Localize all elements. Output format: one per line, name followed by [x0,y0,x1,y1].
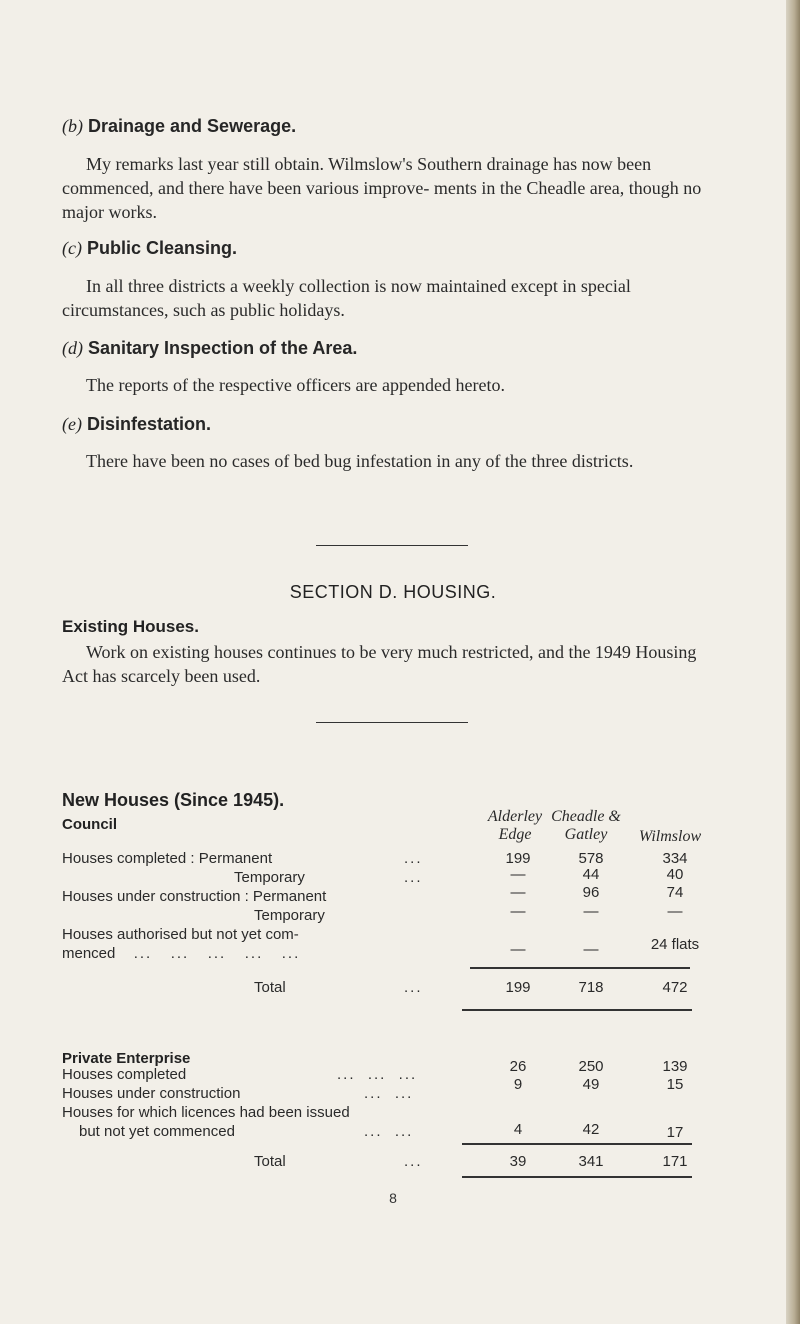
cell-council-total-wilmslow: 472 [662,979,688,996]
leader-dots: ... [404,979,423,996]
row-label-private-total: Total [254,1153,286,1170]
cell-private-completed-wilmslow: 139 [662,1058,688,1075]
cell-council-construction-temp-cheadle: — [583,903,599,920]
leader-dots-private-completed: ... ... ... [337,1066,418,1083]
existing-houses-text: Work on existing houses continues to be very much restricted, and the 1949 Housing Act has scarcely been used. [62,642,697,686]
section-d-title: SECTION D. HOUSING. [289,582,497,602]
row-label-private-completed: Houses completed [62,1066,187,1083]
cell-private-construction-wilmslow: 15 [666,1076,684,1093]
private-total-rule [462,1176,692,1178]
row-label-construction-permanent: Houses under construction : Permanent [62,888,327,905]
cell-council-temp-wilmslow: 40 [666,866,684,883]
cell-council-authorised-alderley: — [510,941,526,958]
cell-council-authorised-cheadle: — [583,941,599,958]
row-label-authorised-1: Houses authorised but not yet com- [62,926,299,943]
cleansing-title: Public Cleansing. [87,238,238,258]
page-edge-shadow [786,0,800,1324]
cell-council-construction-wilmslow: 74 [666,884,684,901]
row-label-completed-temporary: Temporary [234,869,305,886]
cell-council-completed-wilmslow: 334 [662,850,688,867]
cell-council-completed-alderley: 199 [505,850,531,867]
disinfestation-heading [62,414,211,435]
cell-council-total-alderley: 199 [505,979,531,996]
cleansing-text: In all three districts a weekly collection is now maintained except in special circumstances, such as public holidays. [62,276,631,320]
cell-private-total-alderley: 39 [509,1153,527,1170]
col-header-alderley-2: Edge [498,826,532,843]
disinfestation-paragraph [62,449,712,473]
separator-rule-1 [316,545,468,546]
leader-dots: ... [404,1153,423,1170]
row-label-private-licences-1: Houses for which licences had been issued [62,1104,350,1121]
sanitary-letter: (d) [62,338,83,358]
drainage-heading [62,116,296,137]
drainage-text: My remarks last year still obtain. Wilmslow's Southern drainage has now been commenced, and there have been various improve- ments in the Cheadle area, though no major works. [62,154,702,222]
disinfestation-letter: (e) [62,414,82,434]
cell-private-licences-alderley: 4 [513,1121,523,1138]
cell-private-licences-cheadle: 42 [582,1121,600,1138]
sanitary-title: Sanitary Inspection of the Area. [88,338,358,358]
council-subtotal-rule [470,967,690,969]
leader-dots-private-construction: ... ... [364,1085,414,1102]
cell-council-authorised-wilmslow: 24 flats [650,936,700,953]
cell-private-completed-alderley: 26 [509,1058,527,1075]
existing-houses-heading: Existing Houses. [62,617,199,636]
cleansing-paragraph [62,274,712,322]
cell-council-construction-temp-wilmslow: — [667,903,683,920]
separator-rule-2 [316,722,468,723]
col-header-alderley-1: Alderley [487,808,543,825]
authorised-label-2: menced [62,945,116,962]
cell-council-temp-cheadle: 44 [582,866,600,883]
council-total-rule [462,1009,692,1011]
private-subtotal-rule [462,1143,692,1145]
leader-dots: ... [404,850,423,867]
drainage-letter: (b) [62,116,83,136]
row-label-private-licences-2: but not yet commenced [79,1123,235,1140]
drainage-title: Drainage and Sewerage. [88,116,297,136]
row-label-council-total: Total [254,979,286,996]
cell-council-temp-alderley: — [510,866,526,883]
row-label-authorised-2: menced ... ... ... ... ... [62,945,301,962]
private-enterprise-heading: Private Enterprise [62,1050,191,1067]
disinfestation-text: There have been no cases of bed bug infestation in any of the three districts. [86,451,634,471]
col-header-wilmslow: Wilmslow [638,828,702,845]
completed-permanent-label: Houses completed : Permanent [62,850,273,867]
cleansing-letter: (c) [62,238,82,258]
cleansing-heading [62,238,237,259]
page-number: 8 [389,1190,397,1206]
new-houses-heading: New Houses (Since 1945). [62,790,285,810]
cell-private-total-cheadle: 341 [578,1153,604,1170]
drainage-paragraph [62,152,712,224]
leader-dots-private-licences: ... ... [364,1123,414,1140]
cell-private-licences-wilmslow: 17 [666,1124,684,1141]
cell-council-construction-cheadle: 96 [582,884,600,901]
cell-council-construction-alderley: — [510,884,526,901]
council-label: Council [62,816,117,833]
sanitary-paragraph [62,373,712,397]
cell-council-completed-cheadle: 578 [578,850,604,867]
col-header-cheadle-2: Gatley [564,826,608,843]
cell-private-construction-alderley: 9 [513,1076,523,1093]
leader-dots: ... [404,869,423,886]
cell-council-construction-temp-alderley: — [510,903,526,920]
row-label-construction-temporary: Temporary [254,907,325,924]
cell-private-construction-cheadle: 49 [582,1076,600,1093]
col-header-cheadle-1: Cheadle & [551,808,621,825]
cell-private-completed-cheadle: 250 [578,1058,604,1075]
cell-private-total-wilmslow: 171 [662,1153,688,1170]
sanitary-text: The reports of the respective officers are appended hereto. [86,375,505,395]
row-label-private-construction: Houses under construction [62,1085,241,1102]
disinfestation-title: Disinfestation. [87,414,212,434]
sanitary-heading [62,338,357,359]
cell-council-total-cheadle: 718 [578,979,604,996]
row-label-completed-permanent [62,850,272,867]
existing-houses-paragraph [62,640,712,688]
